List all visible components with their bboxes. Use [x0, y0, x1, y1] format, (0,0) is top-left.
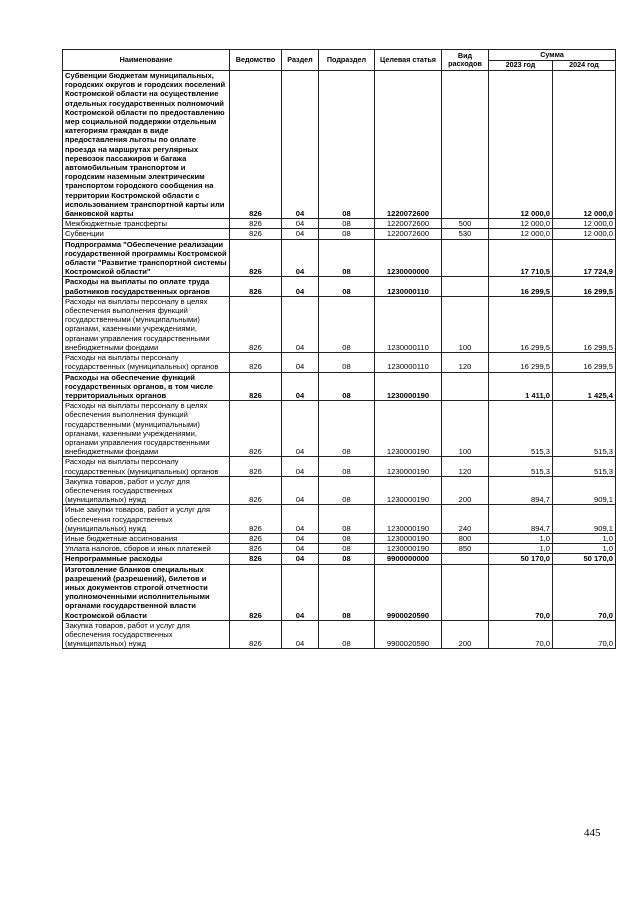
cell-dept: 826	[230, 476, 282, 505]
cell-subsection: 08	[319, 277, 375, 296]
cell-subsection: 08	[319, 544, 375, 554]
cell-name: Межбюджетные трансферты	[63, 219, 230, 229]
cell-name: Расходы на обеспечение функций государственных органов, в том числе территориальных органов	[63, 372, 230, 401]
cell-expense-type: 100	[442, 401, 489, 457]
cell-name: Расходы на выплаты персоналу государственных (муниципальных) органов	[63, 457, 230, 476]
cell-sum-2023: 70,0	[489, 620, 553, 649]
cell-dept: 826	[230, 353, 282, 372]
cell-expense-type: 200	[442, 620, 489, 649]
cell-section: 04	[282, 229, 319, 239]
cell-sum-2024: 12 000,0	[553, 219, 616, 229]
cell-expense-type	[442, 71, 489, 219]
cell-target: 1230000190	[375, 505, 442, 534]
table-row	[63, 505, 616, 534]
cell-dept: 826	[230, 239, 282, 277]
cell-sum-2024: 515,3	[553, 457, 616, 476]
cell-expense-type	[442, 239, 489, 277]
cell-section: 04	[282, 277, 319, 296]
cell-name: Непрограммные расходы	[63, 554, 230, 564]
cell-target: 1230000190	[375, 533, 442, 543]
table-row	[63, 564, 616, 620]
cell-sum-2023: 12 000,0	[489, 219, 553, 229]
table-row	[63, 219, 616, 229]
cell-expense-type	[442, 564, 489, 620]
cell-subsection: 08	[319, 239, 375, 277]
table-row	[63, 229, 616, 239]
cell-sum-2023: 70,0	[489, 564, 553, 620]
cell-expense-type: 120	[442, 353, 489, 372]
cell-dept: 826	[230, 457, 282, 476]
cell-dept: 826	[230, 505, 282, 534]
cell-dept: 826	[230, 277, 282, 296]
cell-section: 04	[282, 544, 319, 554]
cell-target: 9900020590	[375, 564, 442, 620]
cell-sum-2024: 515,3	[553, 401, 616, 457]
cell-sum-2023: 50 170,0	[489, 554, 553, 564]
cell-target: 9900020590	[375, 620, 442, 649]
cell-target: 1220072600	[375, 219, 442, 229]
cell-subsection: 08	[319, 296, 375, 352]
cell-dept: 826	[230, 564, 282, 620]
cell-sum-2023: 17 710,5	[489, 239, 553, 277]
cell-expense-type: 120	[442, 457, 489, 476]
table-body	[63, 71, 616, 649]
cell-sum-2023: 515,3	[489, 457, 553, 476]
cell-target: 1230000190	[375, 372, 442, 401]
cell-sum-2023: 12 000,0	[489, 71, 553, 219]
cell-subsection: 08	[319, 476, 375, 505]
table-row	[63, 533, 616, 543]
cell-target: 9900000000	[375, 554, 442, 564]
cell-sum-2023: 894,7	[489, 476, 553, 505]
cell-name: Субвенции	[63, 229, 230, 239]
header-year-2023: 2023 год	[489, 61, 553, 71]
cell-dept: 826	[230, 544, 282, 554]
cell-sum-2024: 1 425,4	[553, 372, 616, 401]
cell-dept: 826	[230, 71, 282, 219]
cell-expense-type: 200	[442, 476, 489, 505]
page-number: 445	[584, 827, 601, 839]
cell-sum-2024: 1,0	[553, 544, 616, 554]
budget-table-container	[62, 49, 615, 649]
cell-expense-type: 800	[442, 533, 489, 543]
cell-section: 04	[282, 564, 319, 620]
cell-subsection: 08	[319, 229, 375, 239]
table-row	[63, 353, 616, 372]
cell-sum-2024: 70,0	[553, 564, 616, 620]
cell-expense-type	[442, 554, 489, 564]
cell-sum-2024: 50 170,0	[553, 554, 616, 564]
header-subsection: Подраздел	[319, 50, 375, 71]
cell-subsection: 08	[319, 533, 375, 543]
cell-expense-type: 500	[442, 219, 489, 229]
cell-name: Иные бюджетные ассигнования	[63, 533, 230, 543]
cell-target: 1230000000	[375, 239, 442, 277]
cell-sum-2023: 16 299,5	[489, 353, 553, 372]
cell-section: 04	[282, 554, 319, 564]
header-year-2024: 2024 год	[553, 61, 616, 71]
cell-dept: 826	[230, 372, 282, 401]
cell-sum-2024: 16 299,5	[553, 277, 616, 296]
cell-target: 1220072600	[375, 229, 442, 239]
cell-sum-2024: 12 000,0	[553, 71, 616, 219]
cell-dept: 826	[230, 401, 282, 457]
cell-name: Закупка товаров, работ и услуг для обеспечения государственных (муниципальных) нужд	[63, 476, 230, 505]
cell-section: 04	[282, 620, 319, 649]
cell-sum-2024: 16 299,5	[553, 353, 616, 372]
table-row	[63, 372, 616, 401]
cell-sum-2024: 16 299,5	[553, 296, 616, 352]
cell-dept: 826	[230, 229, 282, 239]
cell-name: Расходы на выплаты по оплате труда работников государственных органов	[63, 277, 230, 296]
table-row	[63, 71, 616, 219]
cell-expense-type	[442, 372, 489, 401]
cell-subsection: 08	[319, 71, 375, 219]
cell-target: 1230000190	[375, 544, 442, 554]
cell-name: Расходы на выплаты персоналу в целях обеспечения выполнения функций государственными (муниципальными) органами, казенными учреждениями, органами управления государственными внебюджетными фондами	[63, 296, 230, 352]
cell-sum-2023: 1,0	[489, 533, 553, 543]
header-sum: Сумма	[489, 50, 616, 61]
cell-name: Субвенции бюджетам муниципальных, городских округов и городских поселений Костромской области на осуществление отдельных государственных полномочий Костромской области по предоставлению мер социальной поддержки отдельным категориям граждан в виде предоставления льготы по оплате проезда на маршрутах регулярных перевозок пассажиров и багажа автомобильным транспортом и городским наземным электрическим транспортом городского сообщения на территории Костромской области с использованием транспортной карты или банковской карты	[63, 71, 230, 219]
cell-section: 04	[282, 401, 319, 457]
cell-target: 1220072600	[375, 71, 442, 219]
cell-section: 04	[282, 533, 319, 543]
cell-target: 1230000190	[375, 476, 442, 505]
cell-sum-2024: 70,0	[553, 620, 616, 649]
cell-name: Расходы на выплаты персоналу в целях обеспечения выполнения функций государственными (муниципальными) органами, казенными учреждениями, органами управления государственными внебюджетными фондами	[63, 401, 230, 457]
cell-subsection: 08	[319, 219, 375, 229]
cell-target: 1230000190	[375, 457, 442, 476]
cell-dept: 826	[230, 533, 282, 543]
cell-section: 04	[282, 296, 319, 352]
cell-sum-2023: 12 000,0	[489, 229, 553, 239]
cell-section: 04	[282, 476, 319, 505]
cell-target: 1230000110	[375, 296, 442, 352]
cell-dept: 826	[230, 554, 282, 564]
cell-dept: 826	[230, 296, 282, 352]
cell-subsection: 08	[319, 457, 375, 476]
cell-name: Иные закупки товаров, работ и услуг для обеспечения государственных (муниципальных) нужд	[63, 505, 230, 534]
cell-section: 04	[282, 505, 319, 534]
cell-sum-2024: 909,1	[553, 505, 616, 534]
table-row	[63, 457, 616, 476]
cell-expense-type: 530	[442, 229, 489, 239]
cell-section: 04	[282, 457, 319, 476]
cell-sum-2023: 1 411,0	[489, 372, 553, 401]
table-row	[63, 401, 616, 457]
cell-sum-2023: 16 299,5	[489, 296, 553, 352]
cell-name: Расходы на выплаты персоналу государственных (муниципальных) органов	[63, 353, 230, 372]
table-row	[63, 544, 616, 554]
table-row	[63, 554, 616, 564]
table-row	[63, 239, 616, 277]
cell-expense-type: 100	[442, 296, 489, 352]
cell-subsection: 08	[319, 564, 375, 620]
cell-subsection: 08	[319, 505, 375, 534]
cell-dept: 826	[230, 620, 282, 649]
cell-name: Уплата налогов, сборов и иных платежей	[63, 544, 230, 554]
budget-table	[62, 49, 616, 649]
cell-section: 04	[282, 219, 319, 229]
cell-sum-2023: 1,0	[489, 544, 553, 554]
cell-expense-type: 850	[442, 544, 489, 554]
table-row	[63, 277, 616, 296]
header-section: Раздел	[282, 50, 319, 71]
cell-sum-2024: 1,0	[553, 533, 616, 543]
cell-section: 04	[282, 353, 319, 372]
cell-dept: 826	[230, 219, 282, 229]
cell-section: 04	[282, 239, 319, 277]
cell-subsection: 08	[319, 401, 375, 457]
cell-expense-type	[442, 277, 489, 296]
cell-name: Закупка товаров, работ и услуг для обеспечения государственных (муниципальных) нужд	[63, 620, 230, 649]
cell-sum-2024: 909,1	[553, 476, 616, 505]
table-row	[63, 620, 616, 649]
cell-sum-2023: 894,7	[489, 505, 553, 534]
cell-subsection: 08	[319, 353, 375, 372]
cell-target: 1230000110	[375, 353, 442, 372]
cell-section: 04	[282, 372, 319, 401]
cell-sum-2024: 17 724,9	[553, 239, 616, 277]
cell-section: 04	[282, 71, 319, 219]
cell-expense-type: 240	[442, 505, 489, 534]
table-row	[63, 476, 616, 505]
cell-subsection: 08	[319, 620, 375, 649]
table-row	[63, 296, 616, 352]
header-name: Наименование	[63, 50, 230, 71]
cell-name: Изготовление бланков специальных разрешений (разрешений), билетов и иных документов строгой отчетности уполномоченными исполнительными органами государственной власти Костромской области	[63, 564, 230, 620]
cell-subsection: 08	[319, 554, 375, 564]
cell-sum-2023: 16 299,5	[489, 277, 553, 296]
cell-subsection: 08	[319, 372, 375, 401]
cell-sum-2024: 12 000,0	[553, 229, 616, 239]
header-target: Целевая статья	[375, 50, 442, 71]
cell-target: 1230000110	[375, 277, 442, 296]
cell-target: 1230000190	[375, 401, 442, 457]
cell-sum-2023: 515,3	[489, 401, 553, 457]
cell-name: Подпрограмма "Обеспечение реализации государственной программы Костромской области "Развитие транспортной системы Костромской области"	[63, 239, 230, 277]
header-expense-type: Вид расходов	[442, 50, 489, 71]
header-dept: Ведомство	[230, 50, 282, 71]
